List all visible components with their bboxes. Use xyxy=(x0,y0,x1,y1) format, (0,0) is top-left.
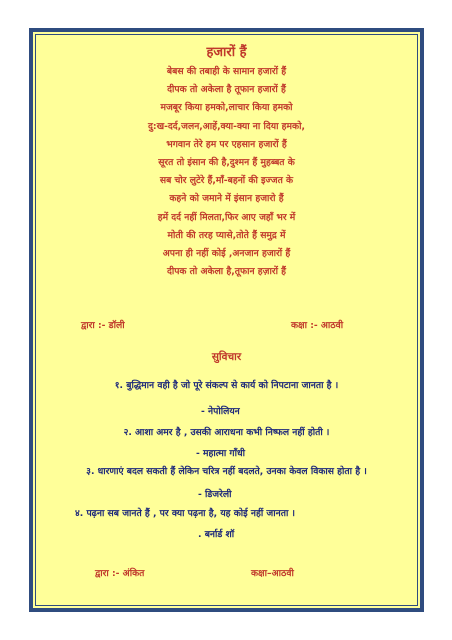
poem-line: भगवान तेरे हम पर एहसान हजारों हैं xyxy=(166,138,287,150)
signature-author-1: द्वारा :- डॉली xyxy=(81,320,125,331)
quote-author: - नेपोलियन xyxy=(201,406,240,417)
poem-line: दु:ख-दर्द,जलन,आहें,क्या-क्या ना दिया हमको, xyxy=(148,120,305,132)
poem-line: दीपक तो अकेला है,तूफान हज़ारों हैं xyxy=(166,266,287,278)
quote-text: २. आशा अमर है , उसकी आराधना कभी निष्फल नहीं होती । xyxy=(123,427,330,438)
quote-author: - डिजरेली xyxy=(198,489,232,500)
quote-author: . बर्नार्ड शॉ xyxy=(198,529,235,540)
poem-line: मोती की तरह प्यासे,तोते हैं समुद्र में xyxy=(167,229,286,241)
signature-author-2: द्वारा :- अंकित xyxy=(95,568,145,579)
document-frame xyxy=(29,28,424,612)
signature-class-2: कक्षा–आठवी xyxy=(251,568,294,579)
poem-line: अपना ही नहीं कोई ,अनजान हजारों हैं xyxy=(162,248,291,259)
quote-text: ४. पढ़ना सब जानते हैं , पर क्या पढ़ना है, यह कोई नहीं जानता । xyxy=(75,508,296,519)
signature-class-1: कक्षा :- आठवी xyxy=(291,320,344,331)
poem-line: हमें दर्द नहीं मिलता,फिर आए जहाँ भर में xyxy=(157,211,296,223)
poem-line: सूरत तो इंसान की है,दुश्मन हैं मुहब्बत के xyxy=(158,157,295,168)
poem-title: हजारों हैं xyxy=(206,45,247,60)
section-title: सुविचार xyxy=(211,351,242,363)
poem-line: सब चोर लुटेरे हैं,माँ-बहनों की इज्जत के xyxy=(159,175,294,187)
poem-line: कहने को जमाने में इंसान हजारो हैं xyxy=(169,193,284,205)
poem-line: बेबस की तबाही के सामान हजारों हैं xyxy=(166,66,287,77)
quote-author: - महात्मा गाँधी xyxy=(196,448,245,459)
quote-text: १. बुद्धिमान वही है जो पूरे संकल्प से कार्य को निपटाना जानता है । xyxy=(114,380,339,391)
quote-text: ३. धारणाएं बदल सकती हैं लेकिन चरित्र नहीं बदलते, उनका केवल विकास होता है । xyxy=(86,466,367,477)
poem-line: दीपक तो अकेला है तूफान हजारों हैं xyxy=(167,84,286,96)
poem-line: मजबूर किया हमको,लाचार किया हमको xyxy=(160,102,293,114)
